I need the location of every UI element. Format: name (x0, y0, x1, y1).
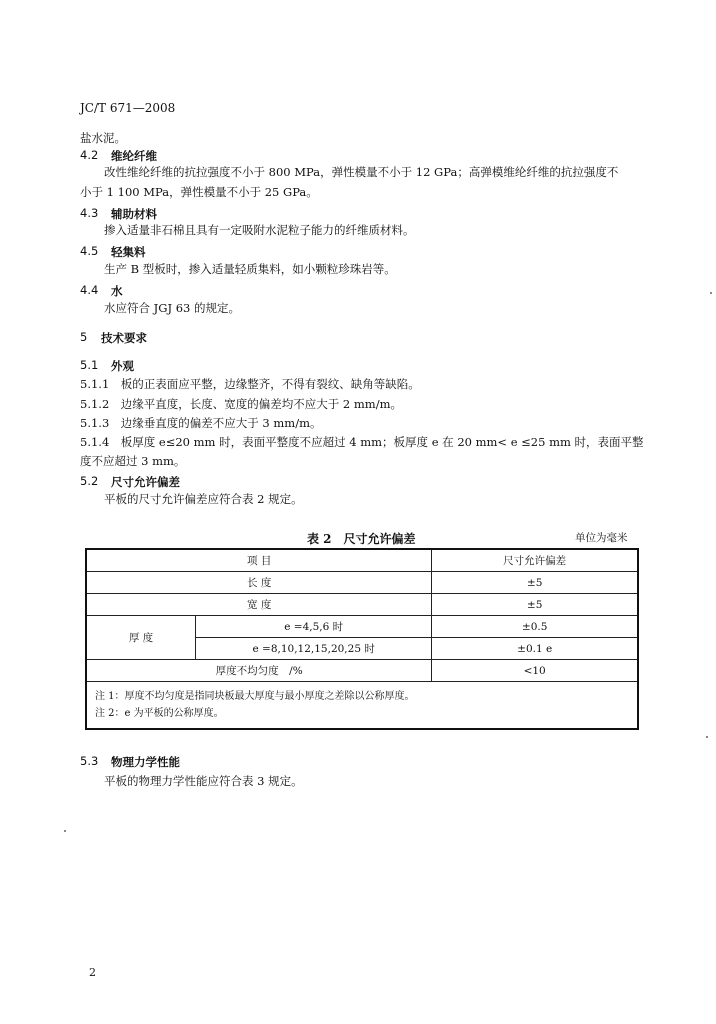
row-value: ±5 (432, 594, 638, 616)
table-note: 注 1：厚度不均匀度是指同块板最大厚度与最小厚度之差除以公称厚度。 (95, 691, 415, 702)
section-title: 水 (111, 284, 123, 298)
section-title: 辅助材料 (111, 207, 157, 221)
row-value: ±5 (432, 572, 638, 594)
row-label: 长 度 (86, 572, 432, 594)
scan-speck (706, 736, 708, 738)
section-number: 5.1 (80, 358, 99, 372)
section-title: 维纶纤维 (111, 149, 157, 163)
page-number: 2 (89, 966, 96, 979)
row-sublabel: e =8,10,12,15,20,25 时 (196, 638, 432, 660)
document-header: JC/T 671—2008 (80, 101, 176, 115)
row-label: 宽 度 (86, 594, 432, 616)
section-number: 4.3 (80, 206, 99, 220)
row-value: ±0.5 (432, 616, 638, 638)
paragraph-line: 平板的物理力学性能应符合表 3 规定。 (104, 774, 303, 788)
text-line: 盐水泥。 (80, 131, 126, 145)
tolerance-table (85, 548, 639, 730)
table-notes (86, 682, 638, 730)
paragraph-line: 5.1.2 边缘平直度，长度、宽度的偏差均不应大于 2 mm/m。 (80, 397, 402, 411)
table-row (86, 660, 638, 682)
paragraph-line: 5.1.3 边缘垂直度的偏差不应大于 3 mm/m。 (80, 416, 322, 430)
row-sublabel: e =4,5,6 时 (196, 616, 432, 638)
paragraph-line: 5.1.1 板的正表面应平整，边缘整齐，不得有裂纹、缺角等缺陷。 (80, 377, 420, 391)
scan-speck (64, 830, 66, 832)
section-number: 4.2 (80, 148, 99, 162)
section-number: 5.3 (80, 754, 99, 768)
paragraph-line: 度不应超过 3 mm。 (80, 454, 186, 468)
paragraph-line: 改性维纶纤维的抗拉强度不小于 800 MPa，弹性模量不小于 12 GPa；高弹模维纶纤维的抗拉强度不 (104, 165, 619, 179)
table-row (86, 594, 638, 616)
table-caption: 表 2 尺寸允许偏差 (307, 532, 416, 546)
row-label: 厚度不均匀度 /% (86, 660, 432, 682)
header-tolerance: 尺寸允许偏差 (432, 549, 638, 572)
section-number: 5.2 (80, 474, 99, 488)
row-value: ±0.1 e (432, 638, 638, 660)
row-label: 厚 度 (86, 616, 196, 660)
section-title: 技术要求 (101, 331, 147, 345)
section-title: 外观 (111, 359, 134, 373)
section-title: 轻集料 (111, 245, 146, 259)
paragraph-line: 平板的尺寸允许偏差应符合表 2 规定。 (104, 492, 303, 506)
table-row (86, 616, 638, 638)
table-header-row (86, 549, 638, 572)
paragraph-line: 生产 B 型板时，掺入适量轻质集料，如小颗粒珍珠岩等。 (104, 262, 396, 276)
header-item: 项 目 (86, 549, 432, 572)
table-unit: 单位为毫米 (575, 532, 628, 544)
scan-speck (710, 292, 712, 294)
table-note: 注 2：e 为平板的公称厚度。 (95, 708, 224, 719)
paragraph-line: 5.1.4 板厚度 e≤20 mm 时，表面平整度不应超过 4 mm；板厚度 e 在 20 mm< e ≤25 mm 时，表面平整 (80, 435, 644, 449)
section-number: 4.4 (80, 283, 99, 297)
table-notes-row (86, 682, 638, 730)
table-row (86, 572, 638, 594)
paragraph-line: 水应符合 JGJ 63 的规定。 (104, 301, 241, 315)
section-title: 尺寸允许偏差 (111, 475, 180, 489)
row-value: <10 (432, 660, 638, 682)
section-number: 4.5 (80, 244, 99, 258)
section-title: 物理力学性能 (111, 755, 180, 769)
paragraph-line: 掺入适量非石棉且具有一定吸附水泥粒子能力的纤维质材料。 (104, 223, 415, 237)
section-number: 5 (80, 330, 88, 344)
paragraph-line: 小于 1 100 MPa，弹性模量不小于 25 GPa。 (80, 185, 318, 199)
